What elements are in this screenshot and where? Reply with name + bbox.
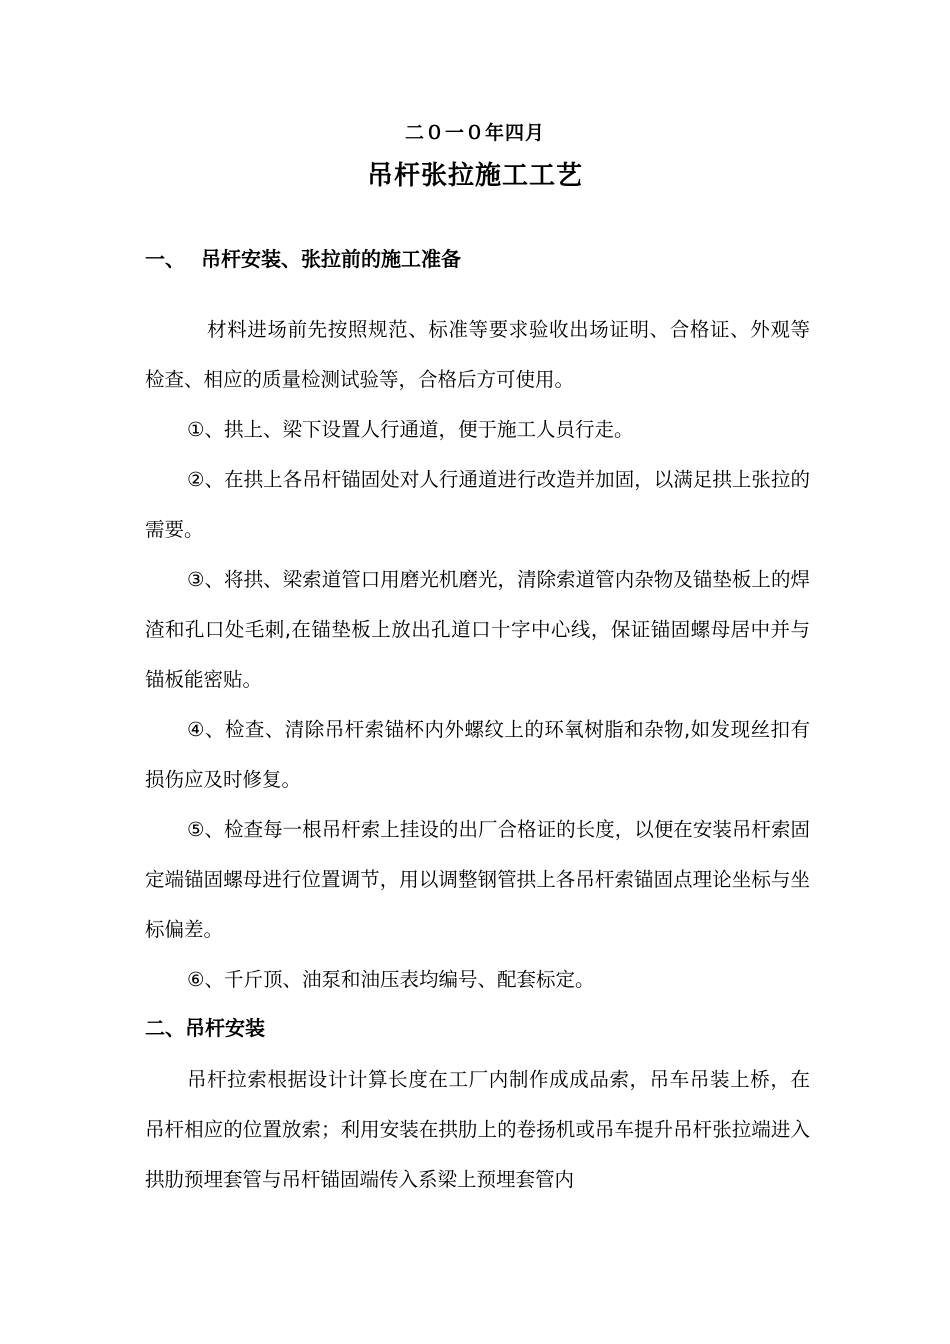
section-1-intro: 材料进场前先按照规范、标准等要求验收出场证明、合格证、外观等检查、相应的质量检测试验等，合格后方可使用。 — [145, 318, 810, 391]
list-item-4: ④、检查、清除吊杆索锚杯内外螺纹上的环氧树脂和杂物,如发现丝扣有损伤应及时修复。 — [145, 718, 810, 791]
list-item-2: ②、在拱上各吊杆锚固处对人行通道进行改造并加固，以满足拱上张拉的需要。 — [145, 468, 810, 541]
section-heading-2 — [145, 1012, 265, 1041]
section-number-2: 二、 — [145, 1016, 185, 1040]
section-number-1: 一、 — [145, 247, 185, 271]
section-heading-1 — [145, 243, 461, 272]
document-title: 吊杆张拉施工工艺 — [366, 161, 583, 191]
section-title-1: 吊杆安装、张拉前的施工准备 — [201, 247, 461, 271]
document-date: 二０一０年四月 — [404, 122, 545, 144]
list-item-1: ①、拱上、梁下设置人行通道，便于施工人员行走。 — [187, 418, 634, 441]
section-2-body: 吊杆拉索根据设计计算长度在工厂内制作成成品索，吊车吊装上桥，在吊杆相应的位置放索；利用安装在拱肋上的卷扬机或吊车提升吊杆张拉端进入拱肋预埋套管与吊杆锚固端传入系梁上预埋套管内 — [145, 1068, 810, 1191]
section-title-2: 吊杆安装 — [185, 1016, 265, 1040]
list-item-3: ③、将拱、梁索道管口用磨光机磨光，清除索道管内杂物及锚垫板上的焊渣和孔口处毛刺,在锚垫板上放出孔道口十字中心线，保证锚固螺母居中并与锚板能密贴。 — [145, 568, 810, 691]
list-item-5: ⑤、检查每一根吊杆索上挂设的出厂合格证的长度，以便在安装吊杆索固定端锚固螺母进行位置调节，用以调整钢管拱上各吊杆索锚固点理论坐标与坐标偏差。 — [145, 818, 810, 941]
list-item-6: ⑥、千斤顶、油泵和油压表均编号、配套标定。 — [187, 968, 595, 991]
